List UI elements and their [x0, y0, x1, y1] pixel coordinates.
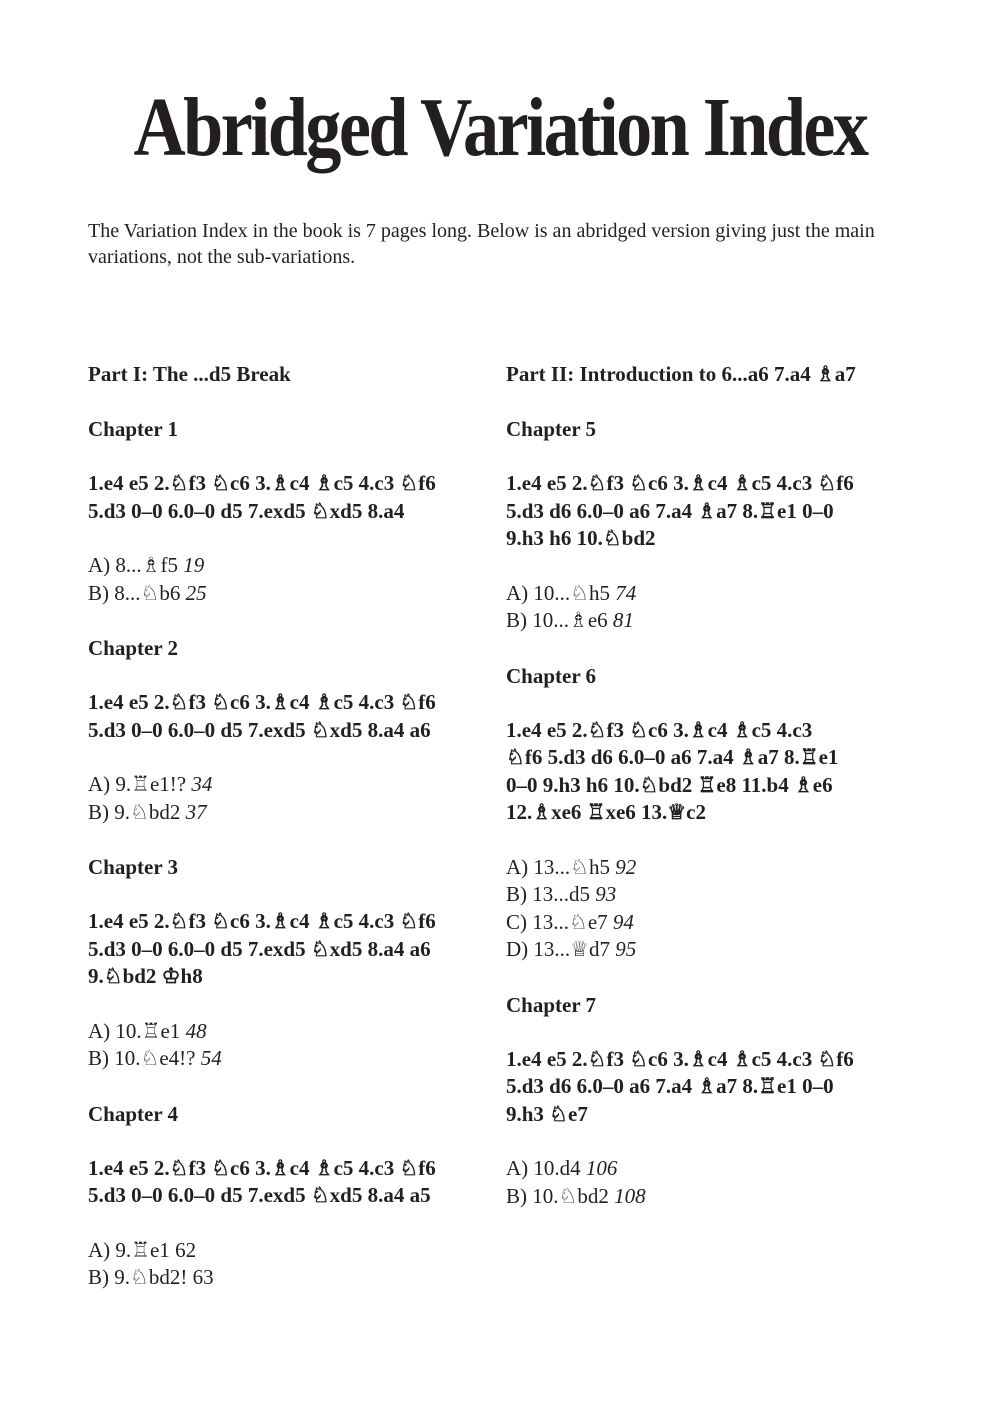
page-number: 48: [185, 1018, 207, 1043]
left-column: [88, 360, 488, 1319]
variation-item: [88, 552, 488, 580]
variation-move: B) 9.♘bd2: [88, 799, 181, 824]
page-number: 93: [595, 882, 617, 906]
chapter-title: Chapter 6: [506, 663, 597, 688]
variation-item: [506, 1155, 906, 1183]
chapter-title: Chapter 1: [88, 417, 179, 441]
page-number: 54: [200, 1046, 222, 1070]
intro-paragraph: The Variation Index in the book is 7 pages long. Below is an abridged version giving just the main variations, not the sub-variations.: [88, 220, 875, 268]
chapter-title: Chapter 7: [506, 992, 597, 1017]
part-heading: Part I: The ...d5 Break: [88, 362, 291, 386]
chapter-title: Chapter 4: [88, 1101, 179, 1126]
variation-item: [88, 580, 488, 608]
variation-move: C) 13...♘e7: [506, 909, 608, 934]
page-number: 108: [614, 1183, 646, 1208]
page-number: 95: [615, 937, 637, 961]
variation-move: B) 10.♘bd2: [506, 1183, 609, 1208]
variation-move: D) 13...♕d7: [506, 937, 610, 961]
page-number: 19: [183, 553, 205, 577]
variation-move: B) 9.♘bd2!: [88, 1265, 188, 1289]
page-number: 25: [185, 580, 207, 605]
main-line: 1.e4 e5 2.♘f3 ♘c6 3.♗c4 ♗c5 4.c3 ♘f6 5.d3 0–0 6.0–0 d5 7.exd5 ♘xd5 8.a4 a5: [88, 1155, 436, 1207]
page-number: 37: [185, 799, 207, 824]
variation-item: [88, 771, 488, 799]
variation-move: B) 8...♘b6: [88, 580, 181, 605]
page-number: 94: [612, 909, 634, 934]
variation-move: A) 13...♘h5: [506, 854, 610, 879]
main-line: 1.e4 e5 2.♘f3 ♘c6 3.♗c4 ♗c5 4.c3 ♘f6 5.d3 d6 6.0–0 a6 7.a4 ♗a7 8.♖e1 0–0 9.h3 h6 10.♘bd2: [506, 471, 854, 550]
chapter-1: [88, 415, 488, 607]
variation-move: A) 10...♘h5: [506, 580, 610, 605]
variation-move: B) 10.♘e4!?: [88, 1046, 196, 1070]
variation-list: [88, 1018, 488, 1073]
page-title: Abridged Variation Index: [133, 81, 867, 174]
main-line: 1.e4 e5 2.♘f3 ♘c6 3.♗c4 ♗c5 4.c3 ♘f6 5.d3 d6 6.0–0 a6 7.a4 ♗a7 8.♖e1 0–0 9.h3 ♘e7: [506, 1046, 854, 1126]
page-number: 63: [192, 1265, 214, 1289]
variation-list: [88, 771, 488, 826]
variation-list: [506, 1155, 906, 1210]
variation-item: [506, 881, 906, 909]
chapter-title: Chapter 5: [506, 417, 597, 441]
chapter-5: [506, 415, 906, 635]
page-number: 81: [612, 608, 634, 632]
chapter-title: Chapter 3: [88, 855, 179, 879]
page-number: 34: [191, 772, 213, 796]
variation-move: B) 13...d5: [506, 882, 590, 906]
variation-item: [506, 607, 906, 635]
variation-move: A) 8...♗f5: [88, 553, 178, 577]
page-number: 92: [615, 854, 637, 879]
variation-item: [88, 1018, 488, 1046]
variation-list: [506, 580, 906, 635]
variation-list: [88, 552, 488, 607]
main-line: 1.e4 e5 2.♘f3 ♘c6 3.♗c4 ♗c5 4.c3 ♘f6 5.d3 d6 6.0–0 a6 7.a4 ♗a7 8.♖e1 0–0 9.h3 h6 10.♘bd2 ♖e8 11.b4 ♗e6 12.♗xe6 ♖xe6 13.♕c2: [506, 717, 839, 824]
main-line: 1.e4 e5 2.♘f3 ♘c6 3.♗c4 ♗c5 4.c3 ♘f6 5.d3 0–0 6.0–0 d5 7.exd5 ♘xd5 8.a4 a6 9.♘bd2 ♔h8: [88, 909, 436, 988]
chapter-4: [88, 1100, 488, 1292]
variation-item: [506, 909, 906, 937]
variation-list: [506, 854, 906, 964]
part-heading: Part II: Introduction to 6...a6 7.a4 ♗a7: [506, 362, 856, 386]
variation-list: [88, 1237, 488, 1292]
variation-item: [88, 799, 488, 827]
chapter-2: [88, 634, 488, 826]
variation-item: [88, 1237, 488, 1265]
variation-item: [506, 1183, 906, 1211]
chapter-title: Chapter 2: [88, 636, 179, 660]
variation-move: A) 9.♖e1: [88, 1237, 170, 1262]
chapter-7: [506, 991, 906, 1211]
main-line: 1.e4 e5 2.♘f3 ♘c6 3.♗c4 ♗c5 4.c3 ♘f6 5.d3 0–0 6.0–0 d5 7.exd5 ♘xd5 8.a4: [88, 471, 436, 523]
variation-item: [88, 1045, 488, 1073]
variation-item: [506, 854, 906, 882]
variation-item: [506, 580, 906, 608]
main-line: 1.e4 e5 2.♘f3 ♘c6 3.♗c4 ♗c5 4.c3 ♘f6 5.d3 0–0 6.0–0 d5 7.exd5 ♘xd5 8.a4 a6: [88, 690, 436, 742]
variation-move: A) 10.d4: [506, 1156, 581, 1180]
variation-item: [88, 1264, 488, 1292]
page-number: 74: [615, 580, 637, 605]
variation-move: B) 10...♗e6: [506, 608, 608, 632]
chapter-3: [88, 853, 488, 1073]
variation-move: A) 10.♖e1: [88, 1018, 181, 1043]
chapter-6: [506, 662, 906, 964]
page-number: 106: [585, 1156, 618, 1180]
page-number: 62: [175, 1237, 197, 1262]
right-column: [506, 360, 906, 1237]
variation-item: [506, 936, 906, 964]
variation-move: A) 9.♖e1!?: [88, 772, 187, 796]
